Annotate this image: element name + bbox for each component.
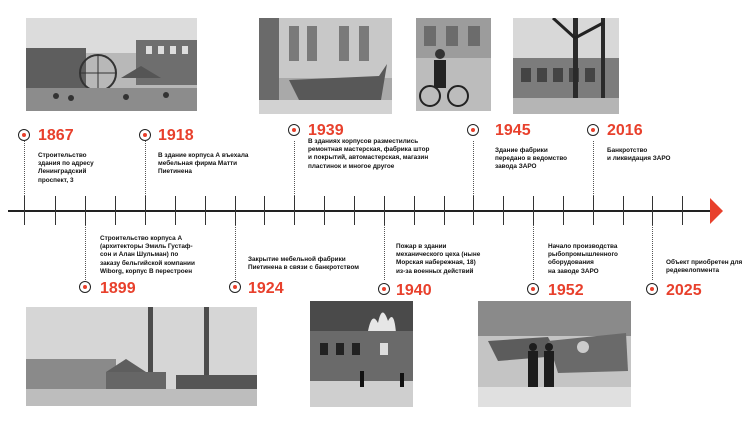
- guide-line: [145, 141, 146, 196]
- event-description: Закрытие мебельной фабрики Пиетинена в связи с банкротством: [248, 256, 360, 272]
- photo-1939-boat-in-workshop: [259, 18, 392, 114]
- event-year: 2025: [666, 282, 702, 299]
- photo-1940-fire: [310, 301, 413, 407]
- photo-1899-factory-panorama: [26, 307, 257, 406]
- guide-line: [85, 225, 86, 280]
- timeline-tick: [55, 196, 56, 225]
- event-year: 1940: [396, 282, 432, 299]
- timeline-tick: [563, 196, 564, 225]
- timeline-tick: [503, 196, 504, 225]
- timeline-tick: [593, 196, 594, 225]
- event-description: Объект приобретен для редевелопмента: [666, 259, 743, 275]
- event-marker-icon: [139, 129, 151, 141]
- event-marker-icon: [79, 281, 91, 293]
- timeline-tick: [354, 196, 355, 225]
- event-marker-icon: [288, 124, 300, 136]
- event-description: Строительство корпуса А (архитекторы Эмиль Густаф- сон и Алан Шульман) по заказу бельгийской компании Wiborg, корпус В перестроен: [100, 235, 195, 275]
- guide-line: [473, 141, 474, 196]
- timeline-tick: [85, 196, 86, 225]
- timeline-tick: [115, 196, 116, 225]
- timeline-tick: [294, 196, 295, 225]
- event-description: Начало производства рыбопромышленного оборудования на заводе ЗАРО: [548, 243, 618, 275]
- event-description: Здание фабрики передано в ведомство завода ЗАРО: [495, 147, 568, 171]
- event-year: 1939: [308, 122, 344, 139]
- guide-line: [652, 225, 653, 280]
- guide-line: [24, 141, 25, 196]
- event-description: Пожар в здании механического цеха (ныне Морская набережная, 18) из-за военных действий: [396, 243, 481, 275]
- photo-1952-men-and-boats: [478, 301, 631, 407]
- guide-line: [235, 225, 236, 280]
- event-marker-icon: [467, 124, 479, 136]
- timeline-axis: [8, 210, 710, 212]
- timeline-tick: [682, 196, 683, 225]
- event-description: В здание корпуса А въехала мебельная фирма Матти Пиетинена: [158, 152, 249, 176]
- event-year: 1867: [38, 127, 74, 144]
- event-marker-icon: [646, 283, 658, 295]
- event-year: 1945: [495, 122, 531, 139]
- timeline-tick: [205, 196, 206, 225]
- event-description: Строительство здания по адресу Ленинградский проспект, 3: [38, 152, 94, 184]
- guide-line: [294, 141, 295, 196]
- timeline-tick: [444, 196, 445, 225]
- event-year: 1952: [548, 282, 584, 299]
- event-year: 1899: [100, 280, 136, 297]
- event-description: Банкротство и ликвидация ЗАРО: [607, 147, 671, 163]
- guide-line: [533, 225, 534, 280]
- timeline-tick: [24, 196, 25, 225]
- timeline-tick: [623, 196, 624, 225]
- photo-1945-man-with-bicycle: [416, 18, 491, 111]
- guide-line: [384, 225, 385, 280]
- event-marker-icon: [378, 283, 390, 295]
- event-marker-icon: [587, 124, 599, 136]
- timeline-tick: [324, 196, 325, 225]
- event-year: 1924: [248, 280, 284, 297]
- guide-line: [593, 141, 594, 196]
- timeline-arrow-icon: [710, 198, 723, 224]
- event-description: В зданиях корпусов разместились ремонтная мастерская, фабрика штор и покрытий, автомастерская, магазин пластинок и многое другое: [308, 138, 430, 170]
- event-year: 2016: [607, 122, 643, 139]
- photo-1867-street-fair: [26, 18, 197, 111]
- timeline-tick: [235, 196, 236, 225]
- event-marker-icon: [527, 283, 539, 295]
- event-year: 1918: [158, 127, 194, 144]
- timeline-tick: [384, 196, 385, 225]
- timeline-tick: [414, 196, 415, 225]
- event-marker-icon: [229, 281, 241, 293]
- timeline-tick: [473, 196, 474, 225]
- timeline-tick: [533, 196, 534, 225]
- timeline-tick: [145, 196, 146, 225]
- photo-2016-factory-building: [513, 18, 619, 114]
- timeline-tick: [652, 196, 653, 225]
- timeline-tick: [264, 196, 265, 225]
- event-marker-icon: [18, 129, 30, 141]
- timeline-tick: [175, 196, 176, 225]
